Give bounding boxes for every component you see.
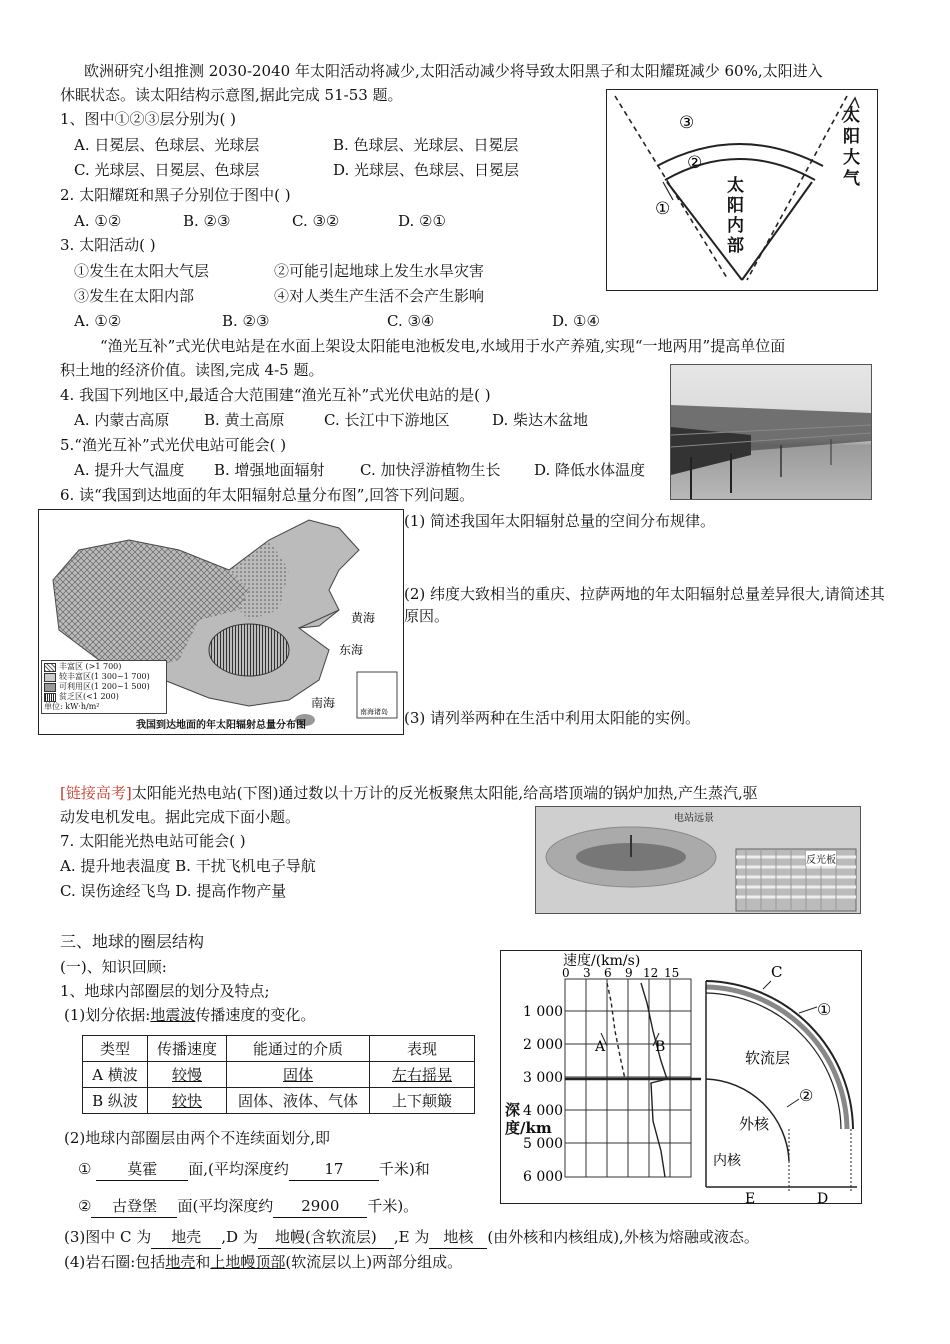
q5-option-a: A. 提升大气温度 xyxy=(74,461,185,479)
q2-stem: 2. 太阳耀斑和黑子分别位于图中( ) xyxy=(60,186,291,204)
q3-statement-2: ②可能引起地球上发生水旱灾害 xyxy=(274,262,485,280)
lithosphere-a: 地壳 xyxy=(165,1253,196,1271)
q1-option-b: B. 色球层、光球层、日冕层 xyxy=(333,136,519,154)
q5-stem: 5.“渔光互补”式光伏电站可能会( ) xyxy=(60,436,287,454)
sun-layer-2-label: ② xyxy=(687,153,703,173)
seismic-wave-table xyxy=(82,1035,475,1114)
solar-panels-svg xyxy=(671,365,871,499)
layer-2-label: ② xyxy=(799,1086,814,1105)
sun-inner-label: 太阳内部 xyxy=(727,176,744,256)
q7-stem: 7. 太阳能光热电站可能会( ) xyxy=(60,832,246,850)
asthenosphere-label: 软流层 xyxy=(745,1049,791,1067)
china-radiation-map xyxy=(38,509,404,735)
moho-depth: 17 xyxy=(289,1158,379,1181)
layer-c-pointer xyxy=(763,981,771,989)
legend-rich: 丰富区 (>1 700) xyxy=(44,662,164,672)
china-map-title: 我国到达地面的年太阳辐射总量分布图 xyxy=(136,720,306,731)
q1-option-a: A. 日冕层、色球层、光球层 xyxy=(74,136,260,154)
q2-option-b: B. ②③ xyxy=(183,212,231,230)
depth-axis-label: 深度/km xyxy=(505,1101,552,1137)
q3-option-d: D. ①④ xyxy=(552,312,600,330)
q3-statement-1: ①发生在太阳大气层 xyxy=(74,262,210,280)
legend-poor: 贫乏区(<1 200) xyxy=(44,692,164,702)
q3-option-c: C. ③④ xyxy=(387,312,435,330)
speed-tick: 0 xyxy=(562,966,570,980)
q2-option-a: A. ①② xyxy=(74,212,122,230)
depth-tick: 1 000 xyxy=(523,1004,564,1020)
q5-option-c: C. 加快浮游植物生长 xyxy=(360,461,501,479)
layer-arc-2 xyxy=(657,144,823,166)
discontinuity-intro: (2)地球内部圈层由两个不连续面划分,即 xyxy=(64,1129,331,1147)
outer-core-label: 外核 xyxy=(739,1115,770,1133)
wave-a-label: A xyxy=(595,1039,606,1055)
layer-c-label: C xyxy=(771,963,783,981)
depth-tick: 5 000 xyxy=(523,1136,564,1152)
fish-line1: “渔光互补”式光伏电站是在水面上架设太阳能电池板发电,水域用于水产养殖,实现“一地两用”提高单位面 xyxy=(100,337,786,355)
wave-a-curve xyxy=(607,983,625,1079)
q2-option-c: C. ③② xyxy=(292,212,340,230)
layer-1-label: ① xyxy=(817,1000,832,1019)
q7-options-cd: C. 误伤途经飞鸟 D. 提高作物产量 xyxy=(60,882,287,900)
intro-line1: 欧洲研究小组推测 2030-2040 年太阳活动将减少,太阳活动减少将导致太阳黑子和太阳耀斑减少 60%,太阳进入 xyxy=(84,62,823,80)
q6-stem: 6. 读“我国到达地面的年太阳辐射总量分布图”,回答下列问题。 xyxy=(60,486,475,504)
south-sea-label: 南海 xyxy=(311,696,336,710)
speed-tick: 6 xyxy=(604,966,612,980)
layer-d-label: D xyxy=(817,1191,829,1203)
q1-option-c: C. 光球层、日冕层、色球层 xyxy=(74,161,260,179)
gutenberg-depth: 2900 xyxy=(273,1195,367,1218)
depth-tick: 6 000 xyxy=(523,1169,564,1185)
sun-wedge-right xyxy=(742,182,812,280)
depth-tick: 4 000 xyxy=(523,1103,564,1119)
sun-layer-3-label: ③ xyxy=(679,113,695,133)
q1-stem: 1、图中①②③层分别为( ) xyxy=(60,110,237,128)
speed-tick: 12 xyxy=(643,966,659,980)
inset-label: 南海诸岛 xyxy=(360,708,388,716)
layer-e-label: E xyxy=(745,1191,756,1203)
q6-part3: (3) 请列举两种在生活中利用太阳能的实例。 xyxy=(404,709,701,727)
wave-b-label: B xyxy=(655,1039,666,1055)
layer-1-pointer xyxy=(799,1007,817,1013)
q3-option-b: B. ②③ xyxy=(222,312,270,330)
layer-e-answer: 地核 xyxy=(429,1226,487,1249)
q1-option-d: D. 光球层、色球层、日冕层 xyxy=(333,161,520,179)
layer-2-pointer xyxy=(787,1099,799,1107)
yellow-sea-label: 黄海 xyxy=(351,611,376,625)
table-row: B 纵波 较快 固体、液体、气体 上下颠簸 xyxy=(83,1088,475,1114)
depth-tick: 2 000 xyxy=(523,1037,564,1053)
moho-answer: 莫霍 xyxy=(96,1158,188,1181)
q3-statement-4: ④对人类生产生活不会产生影响 xyxy=(274,287,485,305)
earth-chart-svg xyxy=(501,951,861,1203)
gaokao-tag: [链接高考] xyxy=(60,784,132,802)
q3-option-a: A. ①② xyxy=(74,312,122,330)
q3-stem: 3. 太阳活动( ) xyxy=(60,236,156,254)
layer-c-answer: 地壳 xyxy=(151,1226,221,1249)
table-row: A 横波 较慢 固体 左右摇晃 xyxy=(83,1062,475,1088)
fish-line2: 积土地的经济价值。读图,完成 4-5 题。 xyxy=(60,361,324,379)
east-sea-label: 东海 xyxy=(339,643,364,657)
gaokao-line2: 动发电机发电。据此完成下面小题。 xyxy=(60,808,301,826)
poor-zone xyxy=(209,624,289,676)
solar-thermal-photo xyxy=(535,806,861,914)
section3-title: 三、地球的圈层结构 xyxy=(60,932,205,951)
reflector-label: 反光板 xyxy=(806,851,836,866)
legend-usable: 可利用区(1 200~1 500) xyxy=(44,682,164,692)
section3-item1: 1、地球内部圈层的划分及特点; xyxy=(60,982,270,1000)
gutenberg-line: ② 古登堡 面(平均深度约 2900 千米)。 xyxy=(78,1195,418,1218)
lithosphere-b: 上地幔顶部 xyxy=(210,1253,286,1271)
far-view-label: 电站远景 xyxy=(674,813,714,824)
basis-answer: 地震波 xyxy=(150,1006,196,1024)
lithosphere-line: (4)岩石圈:包括地壳和上地幔顶部(软流层以上)两部分组成。 xyxy=(64,1253,463,1271)
speed-tick: 3 xyxy=(583,966,591,980)
q4-option-c: C. 长江中下游地区 xyxy=(324,411,450,429)
fishery-solar-photo xyxy=(670,364,872,500)
gutenberg-answer: 古登堡 xyxy=(91,1195,177,1218)
q5-option-d: D. 降低水体温度 xyxy=(534,461,646,479)
gaokao-line1 xyxy=(60,782,758,804)
q4-option-b: B. 黄土高原 xyxy=(204,411,285,429)
layer-answer-line: (3)图中 C 为 地壳 ,D 为 地幔(含软流层) ,E 为 地核 (由外核和内核组成),外核为熔融或液态。 xyxy=(64,1226,759,1249)
basis-line: (1)划分依据:地震波传播速度的变化。 xyxy=(64,1006,316,1024)
q6-part1: (1) 简述我国年太阳辐射总量的空间分布规律。 xyxy=(404,512,716,530)
q6-part2: (2) 纬度大致相当的重庆、拉萨两地的年太阳辐射总量差异很大,请简述其原因。 xyxy=(404,585,885,625)
q2-option-d: D. ②① xyxy=(398,212,446,230)
table-header-row: 类型 传播速度 能通过的介质 表现 xyxy=(83,1036,475,1062)
q4-option-d: D. 柴达木盆地 xyxy=(492,411,589,429)
gaokao-text1: 太阳能光热电站(下图)通过数以十万计的反光板聚焦太阳能,给高塔顶端的锅炉加热,产生蒸汽,驱 xyxy=(131,784,758,802)
q4-option-a: A. 内蒙古高原 xyxy=(74,411,170,429)
q7-options-ab: A. 提升地表温度 B. 干扰飞机电子导航 xyxy=(60,857,316,875)
q3-statement-3: ③发生在太阳内部 xyxy=(74,287,195,305)
section3-sub: (一)、知识回顾: xyxy=(60,958,167,976)
earth-interior-chart xyxy=(500,950,862,1204)
depth-tick: 3 000 xyxy=(523,1070,564,1086)
q5-option-b: B. 增强地面辐射 xyxy=(214,461,325,479)
map-legend xyxy=(41,660,167,714)
q4-stem: 4. 我国下列地区中,最适合大范围建“渔光互补”式光伏电站的是( ) xyxy=(60,386,491,404)
sun-layer-1-label: ① xyxy=(655,199,671,219)
legend-unit: 单位: kW·h/m² xyxy=(44,702,100,711)
layer-d-answer: 地幔(含软流层) xyxy=(258,1226,394,1249)
speed-axis-label: 速度/(km/s) xyxy=(563,953,641,969)
speed-tick: 9 xyxy=(625,966,633,980)
sun-atmosphere-label: 太阳大气 xyxy=(843,106,860,189)
sun-structure-diagram xyxy=(606,89,878,291)
speed-tick: 15 xyxy=(664,966,680,980)
legend-moderate: 较丰富区(1 300~1 700) xyxy=(44,672,164,682)
moho-line: ① 莫霍 面,(平均深度约 17 千米)和 xyxy=(78,1158,430,1181)
inner-core-label: 内核 xyxy=(713,1153,741,1169)
intro-line2: 休眠状态。读太阳结构示意图,据此完成 51-53 题。 xyxy=(60,86,403,104)
